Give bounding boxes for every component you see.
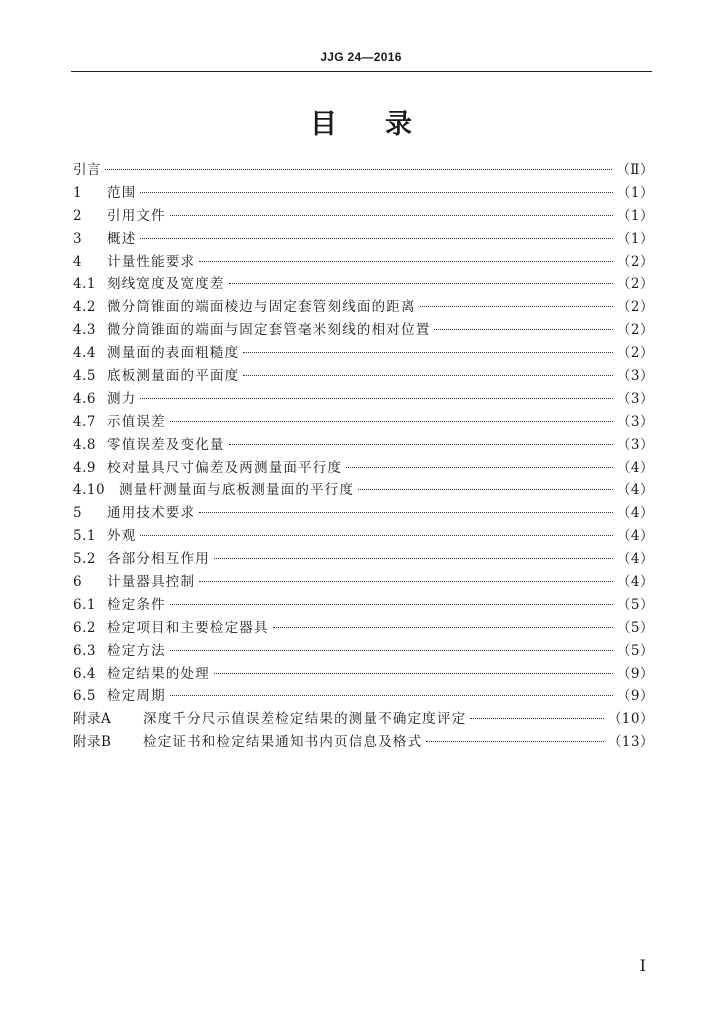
toc-entry-page: （9） — [616, 688, 654, 705]
toc-entry-title: 检定结果的处理 — [107, 665, 210, 682]
toc-entry-page: （4） — [616, 551, 654, 568]
page-number: I — [639, 956, 646, 975]
toc-dot-leader — [170, 214, 613, 216]
toc-entry[interactable] — [73, 364, 654, 387]
toc-entry-number: 4.3 — [73, 322, 96, 339]
toc-entry[interactable] — [73, 593, 654, 616]
toc-entry[interactable] — [73, 639, 654, 662]
toc-entry-title: 测量杆测量面与底板测量面的平行度 — [119, 482, 355, 499]
toc-entry-title: 检定周期 — [107, 688, 166, 705]
toc-entry-title: 各部分相互作用 — [107, 551, 210, 568]
toc-entry-number: 4.4 — [73, 345, 96, 362]
toc-entry-title: 通用技术要求 — [107, 505, 196, 522]
toc-entry-page: （4） — [616, 482, 654, 499]
toc-entry-page: （1） — [616, 207, 654, 224]
toc-entry[interactable] — [73, 501, 654, 524]
toc-entry-page: （4） — [616, 505, 654, 522]
toc-entry-number: 1 — [73, 184, 83, 201]
toc-entry[interactable] — [73, 570, 654, 593]
toc-entry-page: （9） — [616, 665, 654, 682]
toc-entry-title: 零值误差及变化量 — [107, 436, 225, 453]
toc-entry-page: （2） — [616, 299, 654, 316]
toc-entry-page: （2） — [616, 322, 654, 339]
toc-dot-leader — [140, 191, 613, 193]
toc-entry-page: （5） — [616, 642, 654, 659]
toc-entry-page: （5） — [616, 596, 654, 613]
toc-entry[interactable] — [73, 433, 654, 456]
toc-entry-number: 4.2 — [73, 299, 96, 316]
toc-entry-page: （Ⅱ） — [616, 162, 654, 178]
toc-dot-leader — [140, 397, 613, 399]
toc-entry-title: 范围 — [107, 184, 137, 201]
toc-entry-number: 6.4 — [73, 665, 96, 682]
toc-dot-leader — [140, 237, 613, 239]
toc-entry[interactable] — [73, 410, 654, 433]
toc-entry-title: 检定项目和主要检定器具 — [107, 619, 269, 636]
header-rule — [71, 71, 652, 72]
toc-dot-leader — [170, 649, 613, 651]
toc-entry-number: 4.6 — [73, 390, 96, 407]
toc-dot-leader — [170, 603, 613, 605]
toc-dot-leader — [214, 557, 613, 559]
toc-entry-number: 6 — [73, 574, 83, 591]
toc-entry-number: 4.1 — [73, 276, 96, 293]
toc-dot-leader — [470, 717, 603, 719]
toc-entry-number: 2 — [73, 207, 83, 224]
toc-entry[interactable] — [73, 181, 654, 204]
toc-entry-number: 附录B — [73, 734, 112, 751]
toc-entry-number: 6.2 — [73, 619, 96, 636]
toc-entry-number: 5.1 — [73, 528, 96, 545]
toc-dot-leader — [229, 443, 613, 445]
toc-entry-number: 附录A — [73, 711, 112, 728]
toc-entry[interactable] — [73, 387, 654, 410]
toc-entry-title: 计量器具控制 — [107, 574, 196, 591]
toc-entry[interactable] — [73, 295, 654, 318]
toc-entry-number: 4.8 — [73, 436, 96, 453]
toc-entry[interactable] — [73, 318, 654, 341]
toc-entry-page: （1） — [616, 184, 654, 201]
table-of-contents — [73, 158, 654, 753]
toc-entry[interactable] — [73, 707, 654, 730]
toc-dot-leader — [199, 511, 613, 513]
toc-dot-leader — [214, 672, 613, 674]
toc-entry-page: （2） — [616, 345, 654, 362]
toc-entry-page: （5） — [616, 619, 654, 636]
toc-entry-title: 检定条件 — [107, 596, 166, 613]
toc-entry-title: 校对量具尺寸偏差及两测量面平行度 — [107, 459, 343, 476]
toc-entry-title: 微分筒锥面的端面与固定套管毫米刻线的相对位置 — [107, 322, 431, 339]
toc-entry-page: （1） — [616, 230, 654, 247]
toc-entry-number: 6.1 — [73, 596, 96, 613]
toc-entry-title: 底板测量面的平面度 — [107, 368, 240, 385]
toc-entry[interactable] — [73, 204, 654, 227]
toc-entry-page: （3） — [616, 436, 654, 453]
toc-entry-number: 4.10 — [73, 482, 106, 499]
toc-entry-title: 刻线宽度及宽度差 — [107, 276, 225, 293]
toc-entry-page: （4） — [616, 528, 654, 545]
toc-entry[interactable] — [73, 272, 654, 295]
toc-entry[interactable] — [73, 547, 654, 570]
toc-entry-number: 4.5 — [73, 368, 96, 385]
toc-dot-leader — [105, 168, 612, 170]
toc-entry-title: 概述 — [107, 230, 137, 247]
toc-entry[interactable] — [73, 456, 654, 479]
toc-dot-leader — [170, 420, 613, 422]
toc-entry-title: 外观 — [107, 528, 137, 545]
toc-entry-title: 微分筒锥面的端面棱边与固定套管刻线面的距离 — [107, 299, 416, 316]
toc-dot-leader — [434, 328, 613, 330]
toc-entry-title: 检定证书和检定结果通知书内页信息及格式 — [143, 734, 423, 751]
toc-entry-title: 深度千分尺示值误差检定结果的测量不确定度评定 — [143, 711, 467, 728]
toc-entry[interactable] — [73, 341, 654, 364]
toc-entry-number: 4.9 — [73, 459, 96, 476]
toc-entry[interactable] — [73, 158, 654, 181]
toc-entry-number: 3 — [73, 230, 83, 247]
toc-entry-number: 5 — [73, 505, 83, 522]
toc-dot-leader — [273, 626, 613, 628]
toc-dot-leader — [420, 305, 613, 307]
toc-entry-page: （4） — [616, 459, 654, 476]
toc-entry-page: （2） — [616, 276, 654, 293]
toc-entry-page: （13） — [607, 734, 654, 751]
toc-entry-page: （3） — [616, 413, 654, 430]
toc-entry[interactable] — [73, 478, 654, 501]
toc-entry-title: 测量面的表面粗糙度 — [107, 345, 240, 362]
standard-code: JJG 24—2016 — [320, 50, 402, 64]
toc-entry-number: 4 — [73, 253, 83, 270]
toc-entry-title: 测力 — [107, 390, 137, 407]
toc-dot-leader — [140, 534, 613, 536]
toc-entry-page: （10） — [607, 711, 654, 728]
toc-entry[interactable] — [73, 662, 654, 685]
toc-entry-number: 引言 — [73, 162, 101, 178]
toc-dot-leader — [358, 488, 613, 490]
toc-entry[interactable] — [73, 730, 654, 753]
toc-entry-title: 示值误差 — [107, 413, 166, 430]
toc-entry-page: （2） — [616, 253, 654, 270]
toc-entry-number: 6.5 — [73, 688, 96, 705]
toc-entry-number: 5.2 — [73, 551, 96, 568]
toc-entry-page: （3） — [616, 390, 654, 407]
toc-dot-leader — [199, 580, 613, 582]
toc-entry-title: 检定方法 — [107, 642, 166, 659]
toc-dot-leader — [243, 374, 613, 376]
page-title: 目录 — [310, 109, 460, 140]
toc-dot-leader — [170, 694, 613, 696]
toc-entry[interactable] — [73, 250, 654, 273]
toc-entry[interactable] — [73, 524, 654, 547]
toc-dot-leader — [426, 740, 604, 742]
toc-entry-page: （4） — [616, 574, 654, 591]
toc-entry-number: 6.3 — [73, 642, 96, 659]
toc-entry-page: （3） — [616, 368, 654, 385]
toc-entry[interactable] — [73, 616, 654, 639]
toc-dot-leader — [346, 466, 613, 468]
toc-entry[interactable] — [73, 227, 654, 250]
toc-entry[interactable] — [73, 684, 654, 707]
toc-dot-leader — [199, 260, 613, 262]
toc-entry-title: 引用文件 — [107, 207, 166, 224]
toc-entry-number: 4.7 — [73, 413, 96, 430]
toc-dot-leader — [229, 282, 613, 284]
toc-entry-title: 计量性能要求 — [107, 253, 196, 270]
toc-dot-leader — [243, 351, 613, 353]
